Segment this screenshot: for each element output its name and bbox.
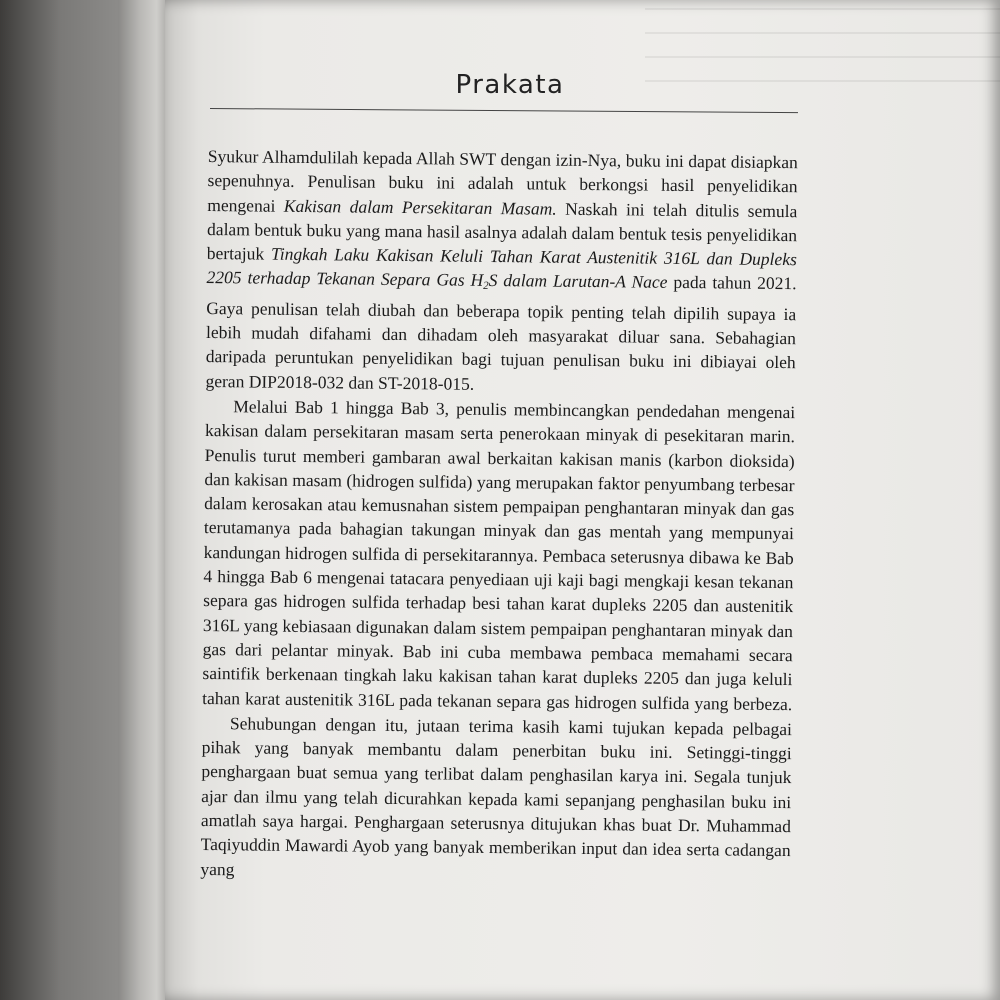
text-span: Sehubungan dengan itu, jutaan terima kasih kami tujukan kepada pelbagai pihak yang banyak membantu dalam penerbitan buku ini. Setinggi-tinggi penghargaan buat semua yang terlibat dalam penghasilan karya ini. Segala tunjuk ajar dan ilmu yang telah dicurahkan kepada kami sepanjang penghasilan buku ini amatlah saya hargai. Penghargaan seterusnya ditujukan khas buat Dr. Muhammad Taqiyuddin Mawardi Ayob yang banyak memberikan input dan idea serta cadangan yang <box>200 713 793 879</box>
italic-text-span: S dalam Larutan-A Nace <box>488 270 668 293</box>
paragraph-2 <box>202 394 795 716</box>
paragraph-1 <box>205 144 798 399</box>
italic-text-span: Kakisan dalam Persekitaran Masam. <box>283 195 557 219</box>
text-span: Syukur Alhamdulilah kepada Allah SWT dengan izin-Nya, buku ini dapat disiapkan sepenuhnya. Penulisan buku ini adalah untuk berkongsi hasil penyelidikan mengenai <box>207 145 798 216</box>
text-span: Naskah ini telah ditulis semula dalam bentuk buku yang mana hasil asalnya adalah dalam bentuk tesis penyelidikan bertajuk <box>206 198 798 264</box>
page-title: Prakata <box>455 70 565 100</box>
subscript-text: 2 <box>483 280 489 293</box>
body-text <box>200 144 798 887</box>
paragraph-3 <box>200 711 792 887</box>
text-span: pada tahun 2021. Gaya penulisan telah diubah dan beberapa topik penting telah dipilih supaya ia lebih mudah difahami dan dihadam oleh masyarakat diluar sana. Sebahagian daripada peruntukan penyelidikan bagi tujuan penulisan buku ini dibiayai oleh geran DIP2018-032 dan ST-2018-015. <box>205 272 797 394</box>
italic-text-span: Tingkah Laku Kakisan Keluli Tahan Karat Austenitik 316L dan Dupleks 2205 terhadap Tekanan Separa Gas H <box>206 243 797 291</box>
text-span: Melalui Bab 1 hingga Bab 3, penulis membincangkan pendedahan mengenai kakisan dalam persekitaran masam serta penerokaan minyak di pesekitaran marin. Penulis turut memberi gambaran awal berkaitan kakisan manis (karbon dioksida) dan kakisan masam (hidrogen sulfida) yang merupakan faktor penyumbang terbesar dalam kerosakan atau kemusnahan sistem pempaipan penghantaran minyak dan gas terutamanya pada bahagian takungan minyak dan gas mentah yang mempunyai kandungan hidrogen sulfida di persekitarannya. Pembaca seterusnya dibawa ke Bab 4 hingga Bab 6 mengenai tatacara penyediaan uji kaji bagi mengkaji kesan tekanan separa gas hidrogen sulfida terhadap besi tahan karat dupleks 2205 dan austenitik 316L yang kebiasaan digunakan dalam sistem pempaipan penghantaran minyak dan gas dari pelantar minyak. Bab ini cuba membawa pembaca memahami secara saintifik berkenaan tingkah laku kakisan tahan karat dupleks 2205 dan juga keluli tahan karat austenitik 316L pada tekanan separa gas hidrogen sulfida yang berbeza. <box>202 396 796 714</box>
